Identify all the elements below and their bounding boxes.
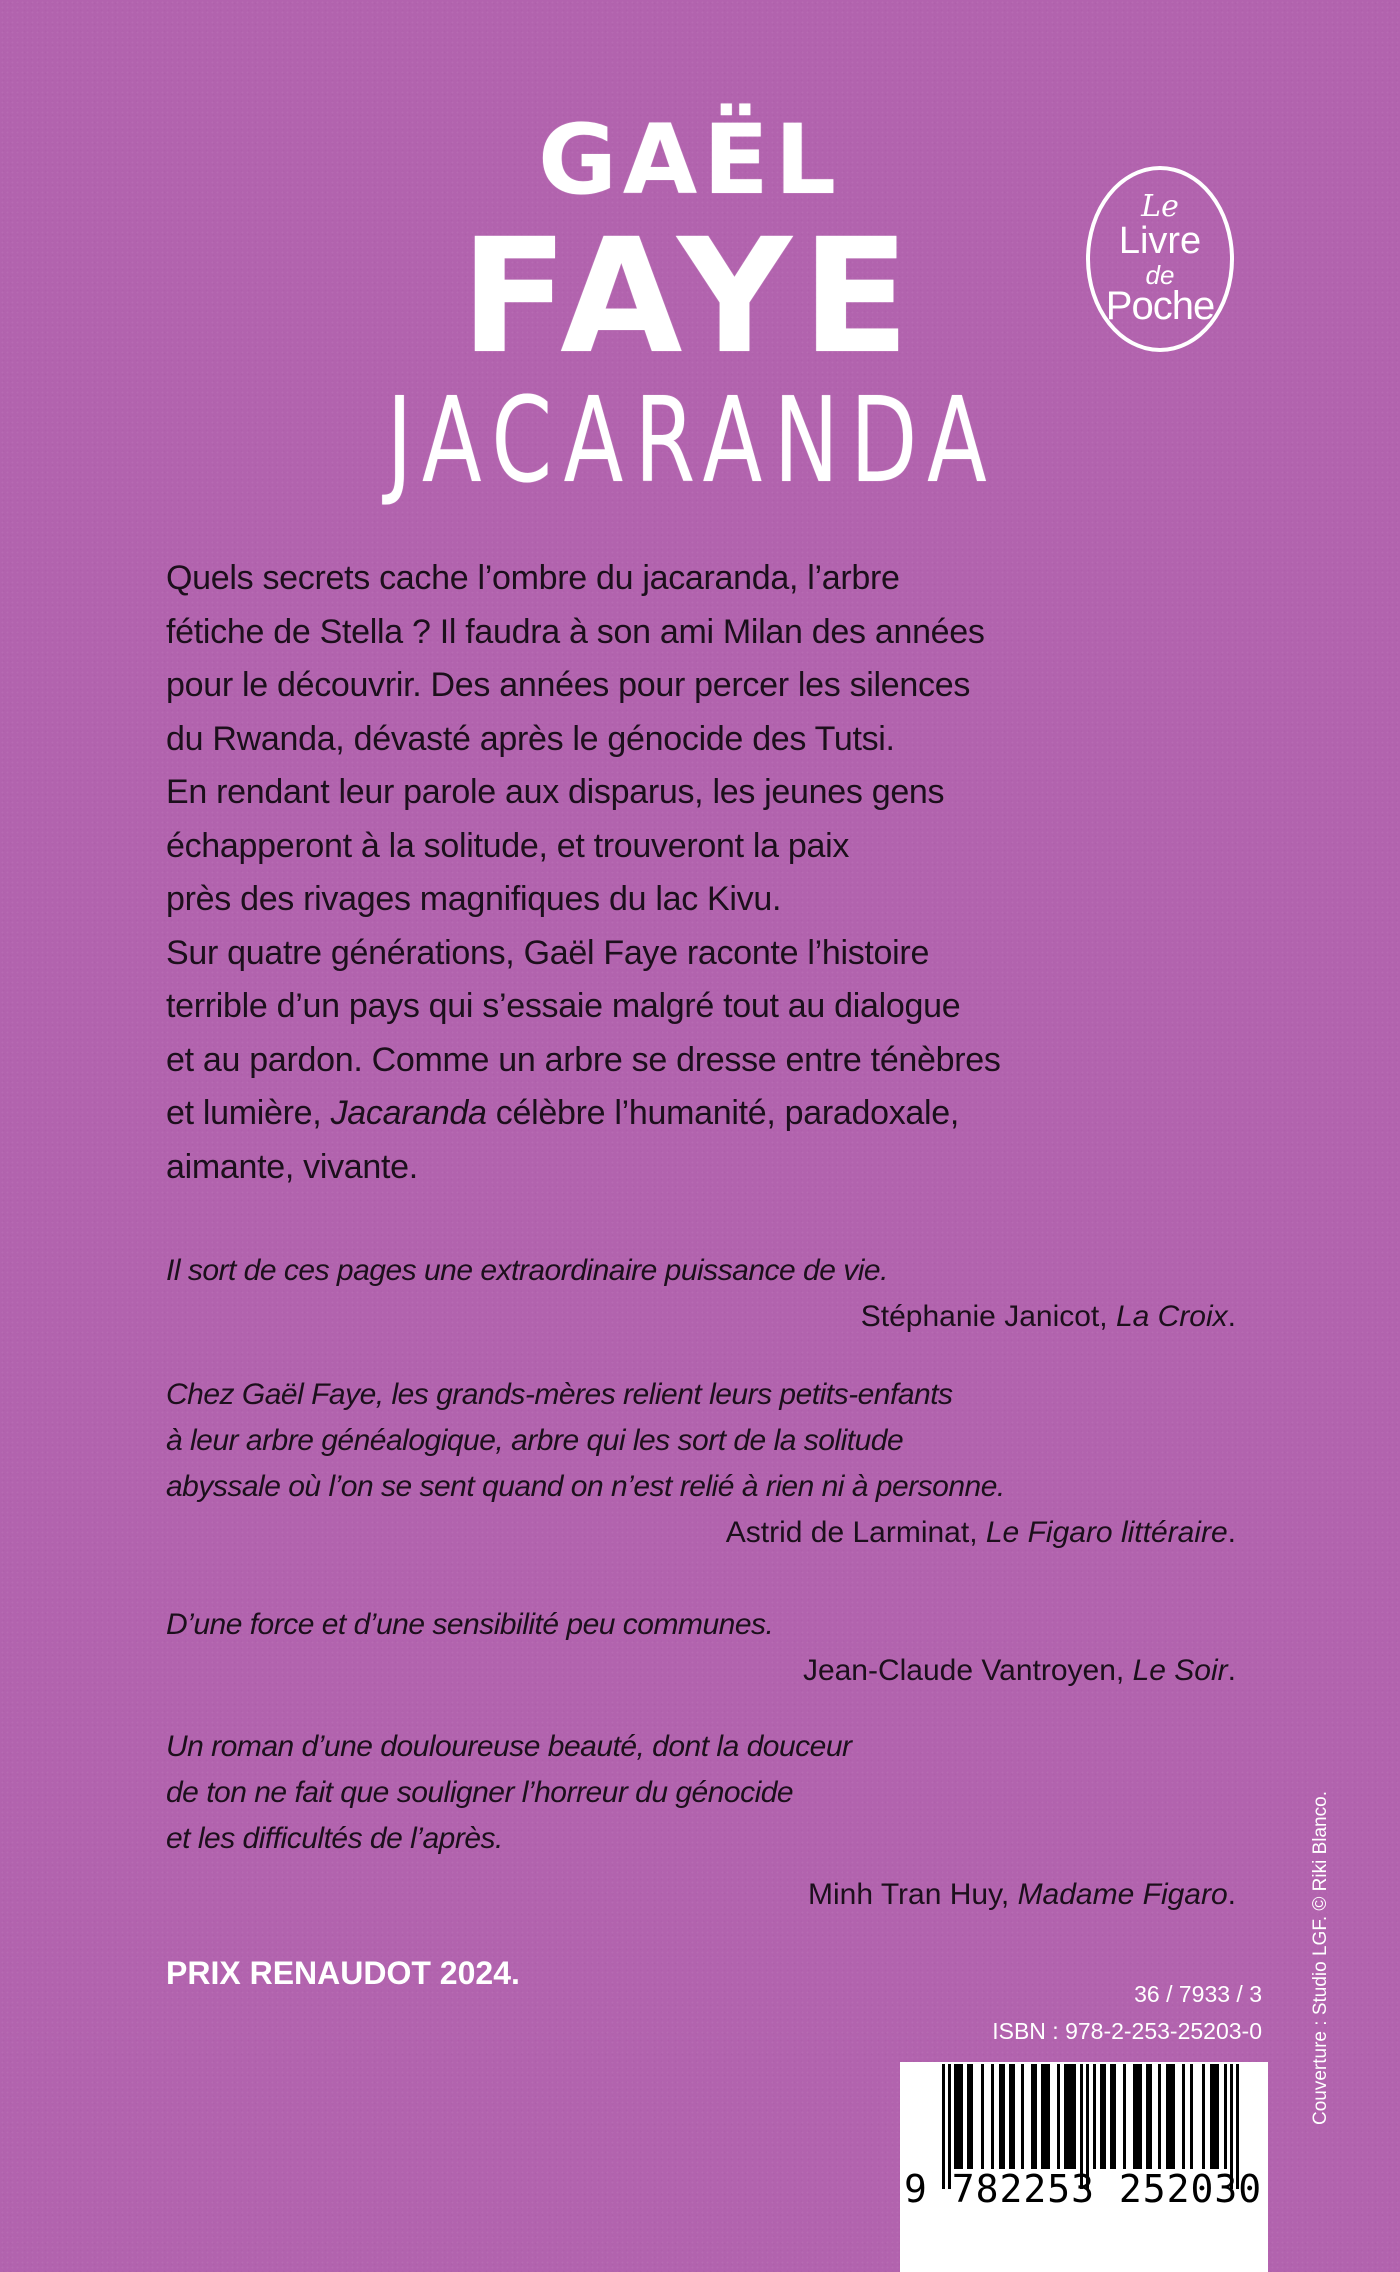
barcode	[900, 2062, 1268, 2272]
le-livre-de-poche-logo	[1086, 166, 1234, 352]
review-publication: Madame Figaro	[1017, 1878, 1228, 1911]
book-title: JACARANDA	[386, 371, 999, 509]
cover-credit: Couverture : Studio LGF. © Riki Blanco.	[1310, 1791, 1331, 2125]
review-author: Stéphanie Janicot,	[860, 1300, 1116, 1333]
review-quote: Il sort de ces pages une extraordinaire puissance de vie.	[166, 1254, 888, 1287]
synopsis-line: et au pardon. Comme un arbre se dresse entre ténèbres	[166, 1040, 1001, 1079]
synopsis-text: et lumière,	[166, 1094, 331, 1132]
review-publication: La Croix	[1115, 1300, 1228, 1333]
synopsis-line: Sur quatre générations, Gaël Faye raconte l’histoire	[166, 933, 930, 972]
synopsis-line: terrible d’un pays qui s’essaie malgré tout au dialogue	[166, 987, 961, 1025]
synopsis-line: Quels secrets cache l’ombre du jacaranda, l’arbre	[166, 559, 900, 597]
review-quote: et les difficultés de l’après.	[166, 1822, 503, 1855]
review-end: .	[1227, 1516, 1236, 1549]
review-end: .	[1227, 1654, 1236, 1687]
review-quote: abyssale où l’on se sent quand on n’est relié à rien ni à personne.	[166, 1470, 1005, 1503]
catalog-code: 36 / 7933 / 3	[1134, 1981, 1262, 2007]
synopsis-line: En rendant leur parole aux disparus, les jeunes gens	[166, 773, 945, 811]
synopsis-text: célèbre l’humanité, paradoxale,	[486, 1094, 960, 1132]
review-quote: Chez Gaël Faye, les grands-mères relient leurs petits-enfants	[166, 1378, 953, 1411]
review-quote: D’une force et d’une sensibilité peu communes.	[166, 1608, 774, 1641]
author-last-name: FAYE	[460, 205, 920, 389]
review-author: Astrid de Larminat,	[725, 1516, 986, 1549]
review	[166, 1602, 1236, 1694]
review-source	[166, 1872, 1236, 1918]
author-first-name: GAËL	[538, 104, 842, 216]
synopsis-line: aimante, vivante.	[166, 1147, 418, 1186]
review-quote: à leur arbre généalogique, arbre qui les sort de la solitude	[166, 1424, 904, 1457]
synopsis-title-italic: Jacaranda	[330, 1094, 487, 1132]
review-author: Jean-Claude Vantroyen,	[802, 1654, 1133, 1687]
review	[166, 1248, 1236, 1340]
logo-line-poche: Poche	[1105, 284, 1215, 328]
synopsis-line: pour le découvrir. Des années pour percer les silences	[166, 666, 971, 704]
synopsis-line: fétiche de Stella ? Il faudra à son ami Milan des années	[166, 612, 985, 651]
review-end: .	[1227, 1878, 1236, 1911]
synopsis-line: près des rivages magnifiques du lac Kivu.	[166, 880, 782, 918]
review-publication: Le Figaro littéraire	[985, 1516, 1228, 1549]
logo-line-le: Le	[1141, 189, 1179, 224]
review-source	[166, 1294, 1236, 1340]
synopsis-line: du Rwanda, dévasté après le génocide des Tutsi.	[166, 719, 895, 758]
review-source	[166, 1510, 1236, 1556]
review-source	[166, 1648, 1236, 1694]
review	[166, 1724, 1236, 1918]
review-end: .	[1227, 1300, 1236, 1333]
isbn: ISBN : 978-2-253-25203-0	[992, 2018, 1262, 2044]
review-publication: Le Soir	[1132, 1654, 1228, 1687]
review-author: Minh Tran Huy,	[808, 1878, 1018, 1911]
review-quote: Un roman d’une douloureuse beauté, dont la douceur	[166, 1730, 852, 1763]
prize-label: PRIX RENAUDOT 2024.	[166, 1955, 520, 1991]
logo-line-de: de	[1145, 260, 1175, 290]
barcode-digits: 9 782253 252030	[904, 2167, 1263, 2211]
logo-line-livre: Livre	[1118, 220, 1202, 262]
review	[166, 1372, 1236, 1556]
synopsis	[166, 552, 1266, 1194]
synopsis-line: échapperont à la solitude, et trouveront la paix	[166, 826, 850, 865]
review-quote: de ton ne fait que souligner l’horreur du génocide	[166, 1776, 794, 1809]
synopsis-line	[166, 1087, 1266, 1141]
